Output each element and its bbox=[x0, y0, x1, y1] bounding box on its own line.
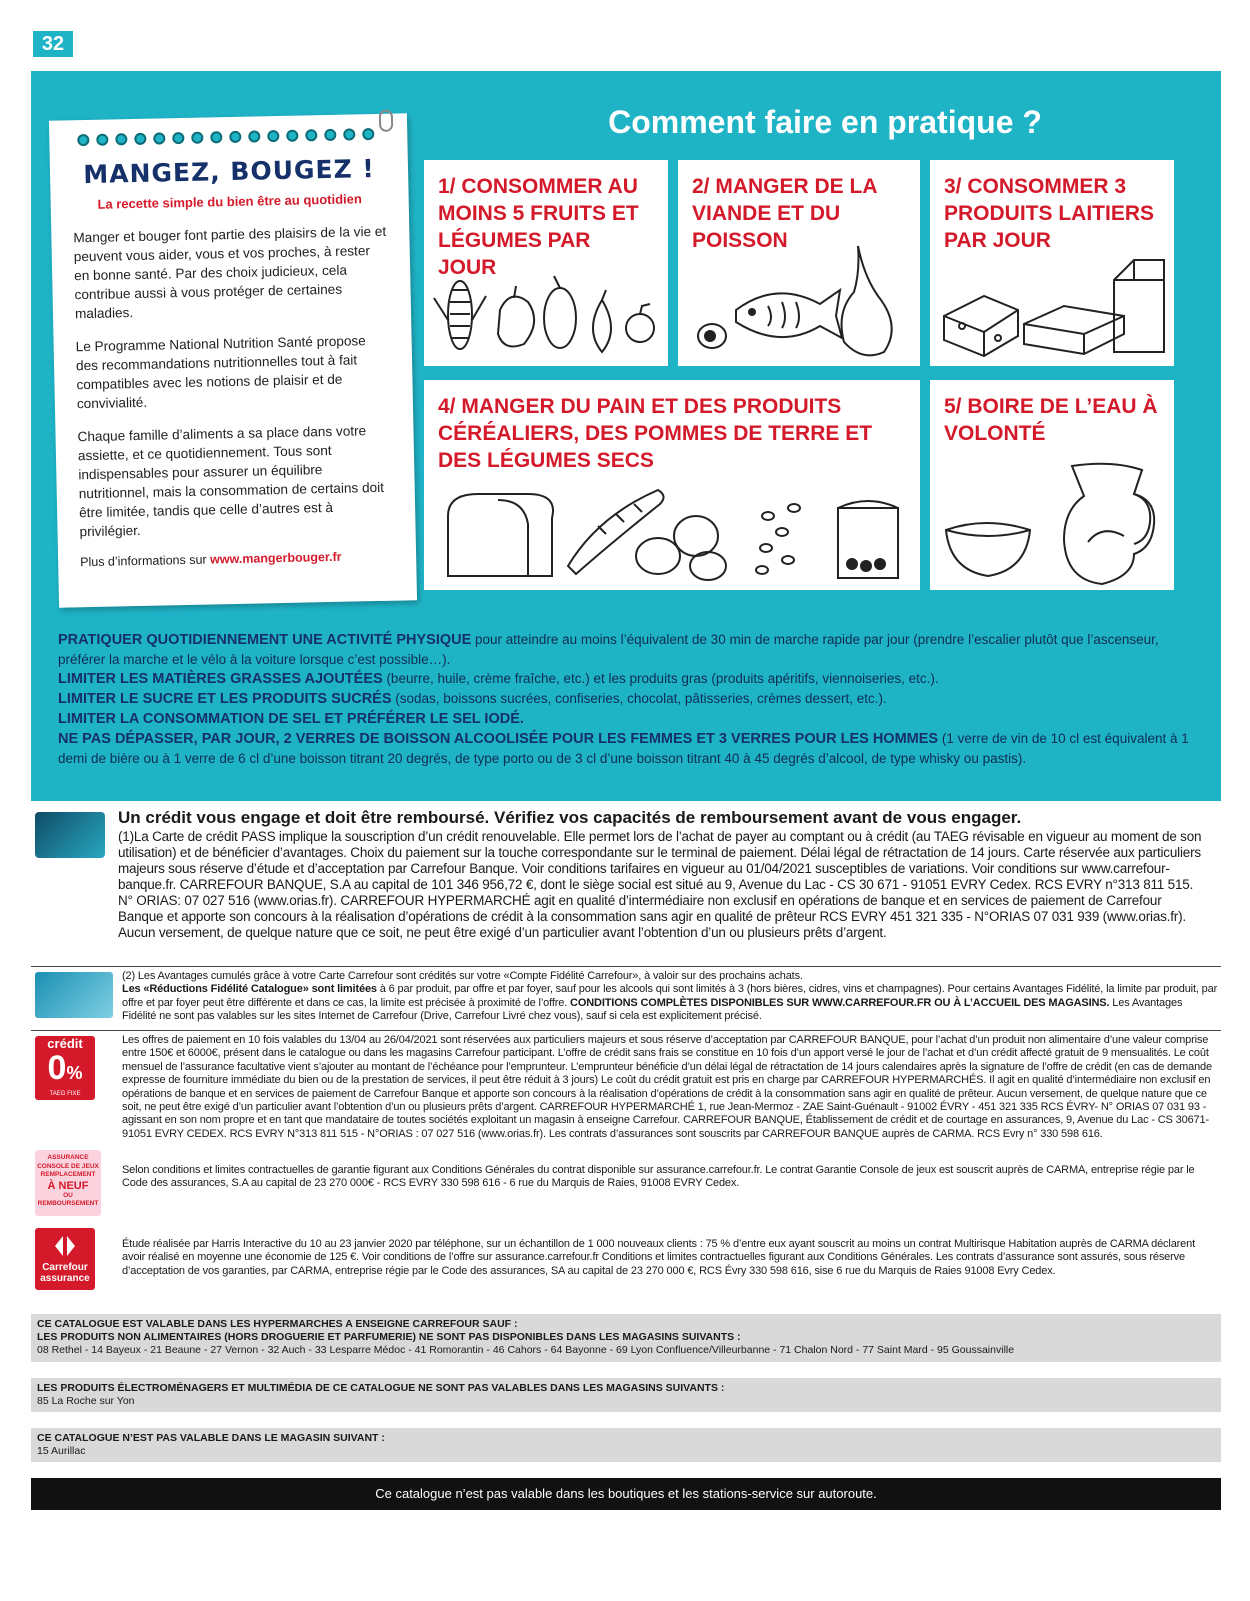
mangerbouger-link[interactable]: www.mangerbouger.fr bbox=[209, 549, 342, 567]
vegetables-icon bbox=[430, 270, 662, 360]
advice-line: LIMITER LA CONSOMMATION DE SEL ET PRÉFÉRER LE SEL IODÉ. bbox=[58, 711, 524, 727]
carrefour-assurance-text: Étude réalisée par Harris Interactive du 10 au 23 janvier 2020 par téléphone, sur un échantillon de 1 000 nouveaux clients : 75 % d’entre eux ayant souscrit au moins un contrat Multirisque Habitation auprès de CARMA déclarent avoir réalisé en moyenne une économie de 125 €. Voir conditions de l’offre sur assurance.carrefour.fr Conditions et limites contractuelles figurant aux Conditions Générales. Les contrats d’assurance sont assurés, sous réserve d’acceptation de vos garanties, par CARMA, entreprise régie par le Code des assurances, SA au capital de 23 270 000 €, RCS Évry 330 598 616, sise 6 rue du Marquis de Raies 91008 Evry Cedex. bbox=[122, 1238, 1196, 1277]
note-paragraph: Chaque famille d’aliments a sa place dans votre assiette, et ce quotidiennement. Tous sont indispensables pour assurer un équilibre nutritionnel, mais la consommation de certains doit être limitée, tandis que celle d’autres est à privilégier. bbox=[77, 423, 385, 540]
credit-zero-badge: crédit 0% TAEG FIXE bbox=[35, 1036, 95, 1100]
carrefour-assurance-logo: Carrefour assurance bbox=[35, 1228, 95, 1290]
footer-note: Ce catalogue n’est pas valable dans les boutiques et les stations-service sur autoroute. bbox=[31, 1478, 1221, 1510]
advice-list bbox=[58, 630, 1198, 768]
advice-line: LIMITER LE SUCRE ET LES PRODUITS SUCRÉS (sodas, boissons sucrées, confiseries, chocolat, pâtisseries, crèmes dessert, etc.). bbox=[58, 691, 887, 707]
card-bread-cereals bbox=[424, 380, 920, 590]
advice-line: PRATIQUER QUOTIDIENNEMENT UNE ACTIVITÉ PHYSIQUE pour atteindre au moins l’équivalent de 30 min de marche rapide par jour (prendre l’escalier plutôt que l’ascenseur, préférer la marche et le vélo à la voiture lorsque c’est possible…). bbox=[58, 632, 1159, 667]
console-insurance-badge: ASSURANCE CONSOLE DE JEUX REMPLACEMENT À NEUF OU REMBOURSEMENT bbox=[35, 1150, 101, 1216]
divider bbox=[31, 966, 1221, 967]
note-title: MANGEZ, BOUGEZ ! bbox=[83, 153, 376, 190]
validity-band: CE CATALOGUE EST VALABLE DANS LES HYPERMARCHES A ENSEIGNE CARREFOUR SAUF : LES PRODUITS NON ALIMENTAIRES (HORS DROGUERIE ET PARFUMERIE) NE SONT PAS DISPONIBLES DANS LES MAGASINS SUIVANTS : 08 Rethel - 14 Bayeux - 21 Beaune - 27 Vernon - 32 Auch - 33 Lesparre Médoc - 41 Romorantin - 46 Cahors - 64 Bayonne - 69 Lyon Confluence/Villeurbanne - 71 Chalon Nord - 77 Saint Mard - 95 Goussainville bbox=[31, 1314, 1221, 1362]
card-meat-fish bbox=[678, 160, 920, 366]
credit-body: (1)La Carte de crédit PASS implique la souscription d’un crédit renouvelable. Elle permet lors de l’achat de payer au comptant ou à crédit (au TAEG révisable en vigueur au moment de son utilisation) et de bénéficier d’avantages. Choix du paiement sur la touche correspondante sur le terminal de paiement. Délai légal de rétractation de 14 jours. Carte réservée aux particuliers majeurs sous réserve d’étude et d’acceptation par Carrefour Banque. Voir conditions tarifaires en vigueur au 01/04/2021 susceptibles de variations. Voir conditions sur www.carrefour-banque.fr. CARREFOUR BANQUE, S.A au capital de 101 346 956,72 €, dont le siège social est situé au 9, Avenue du Lac - CS 30 671 - 91051 EVRY Cedex. RCS EVRY n°313 811 515. N° ORIAS: 07 027 516 (www.orias.fr). CARREFOUR HYPERMARCHÉ agit en qualité d’intermédiaire non exclusif en opérations de banque et en services de paiement de Carrefour Banque et apporte son concours à la réalisation d’opérations de crédit à la consommation sans agir en qualité de prêteur RCS EVRY 451 321 335 - N°ORIAS 07 031 939 (www.orias.fr). Aucun versement, de quelque nature que ce soit, ne peut être exigé d’un particulier avant l’obtention d’un ou plusieurs prêts d’argent. bbox=[118, 829, 1202, 940]
paperclip-icon bbox=[379, 110, 393, 132]
card-title: 4/ MANGER DU PAIN ET DES PRODUITS CÉRÉALIERS, DES POMMES DE TERRE ET DES LÉGUMES SECS bbox=[438, 395, 873, 472]
card-dairy bbox=[930, 160, 1174, 366]
card-title: 1/ CONSOMMER AU MOINS 5 FRUITS ET LÉGUMES PAR JOUR bbox=[438, 175, 639, 279]
validity-band: CE CATALOGUE N’EST PAS VALABLE DANS LE MAGASIN SUIVANT : 15 Aurillac bbox=[31, 1428, 1221, 1462]
console-insurance-text: Selon conditions et limites contractuelles de garantie figurant aux Conditions Générales du contrat disponible sur assurance.carrefour.fr. Le contrat Garantie Console de jeux est souscrit auprès de CARMA, entreprise régie par le Code des assurances, S.A au capital de 23 270 000€ - RCS EVRY 330 598 616 - 6 rue du Marquis de Raies, 91008 EVRY Cedex. bbox=[122, 1164, 1195, 1190]
card-water bbox=[930, 380, 1174, 590]
page-number: 32 bbox=[33, 31, 73, 57]
advice-line: LIMITER LES MATIÈRES GRASSES AJOUTÉES (beurre, huile, crème fraîche, etc.) et les produits gras (produits apéritifs, viennoiseries, etc.). bbox=[58, 671, 939, 687]
card-fruits-vegetables bbox=[424, 160, 668, 366]
credit-zero-text: Les offres de paiement en 10 fois valables du 13/04 au 26/04/2021 sont réservées aux particuliers majeurs et sous réserve d’acceptation par CARREFOUR BANQUE, pour l’achat d’un produit non alimentaire d’une valeur comprise entre 150€ et 6000€, présent dans le catalogue ou dans les magasins Carrefour participant. L’offre de crédit sans frais se constitue en 10 fois d’un apport versé le jour de l’achat et d’un crédit affecté gratuit de 9 mensualités. Le coût mensuel de l’assurance facultative vient s’ajouter au montant de l’échéance pour l’emprunteur. L’emprunteur bénéficie d’un délai légal de rétractation de 14 jours calendaires après la signature de l’offre de crédit (en cas de demande expresse de fourniture immédiate du bien ou de la prestation de services, il peut être réduit à 3 jours) Le coût du crédit gratuit est pris en charge par CARREFOUR HYPERMARCHÉS. Il agit en qualité d’intermédiaire non exclusif en opérations de banque et en services de paiement de Carrefour Banque et apporte son concours à la réalisation d’opérations de crédit à la consommation sans agir en qualité de prêteur. Aucun versement, de quelque nature que ce soit, ne peut être exigé d’un particulier avant l’obtention d’un ou plusieurs prêts d’argent. CARREFOUR HYPERMARCHÉ 1, rue Jean-Mermoz - ZAE Saint-Guénault - 91002 ÉVRY - 451 321 335 RCS ÉVRY- N° ORIAS 07 031 93 - agissant en son nom propre et en tant que mandataire de toutes sociétés exploitant un magasin à enseigne Carrefour. CARREFOUR BANQUE, Établissement de crédit et de courtage en assurances, 9, Avenue du Lac - CS 30671- 91051 EVRY CEDEX. RCS EVRY N°313 811 515 - N°ORIAS : 07 027 516 (www.orias.fr). Les contrats d’assurances sont souscrits par CARREFOUR BANQUE auprès de CARMA. RCS Evry n° 330 598 616. bbox=[122, 1034, 1212, 1140]
credit-heading: Un crédit vous engage et doit être remboursé. Vérifiez vos capacités de remboursement avant de vous engager. bbox=[118, 808, 1022, 827]
divider bbox=[31, 1030, 1221, 1031]
card-title: 3/ CONSOMMER 3 PRODUITS LAITIERS PAR JOUR bbox=[944, 175, 1155, 252]
how-title: Comment faire en pratique ? bbox=[608, 104, 1042, 140]
water-jug-icon bbox=[938, 452, 1168, 586]
fidelite-text: (2) Les Avantages cumulés grâce à votre Carte Carrefour sont crédités sur votre «Compte Fidélité Carrefour», à valoir sur des prochains achats. Les «Réductions Fidélité Catalogue» sont limitées à 6 par produit, par offre et par foyer, sauf pour les alcools qui sont limités à 3 (hors bières, cidres, vins et champagnes). Pour certains Avantages Fidélité, la limite par produit, par offre et par foyer peut être différente et dans ce cas, la limite est précisée à proximité de l’offre. CONDITIONS COMPLÈTES DISPONIBLES SUR WWW.CARREFOUR.FR OU À L’ACCUEIL DES MAGASINS. Les Avantages Fidélité ne sont pas valables sur les sites Internet de Carrefour (Drive, Carrefour Livré chez vous), sauf si cela est explicitement précisé. bbox=[122, 970, 1218, 1023]
carrefour-logo-icon bbox=[53, 1234, 77, 1258]
carrefour-card-icon bbox=[35, 972, 113, 1018]
note-subtitle: La recette simple du bien être au quotidien bbox=[97, 191, 362, 212]
dairy-icon bbox=[938, 252, 1168, 362]
note-paragraph: Manger et bouger font partie des plaisirs de la vie et peuvent vous aider, vous et vos proches, à rester en bonne santé. Par des choix judicieux, cela contribue aussi à vous protéger de certaines maladies. bbox=[73, 223, 387, 322]
card-title: 2/ MANGER DE LA VIANDE ET DU POISSON bbox=[692, 175, 877, 252]
note-more-info: Plus d’informations sur www.mangerbouger.fr bbox=[80, 549, 342, 570]
spiral-holes bbox=[77, 128, 389, 147]
nutrition-note-card bbox=[49, 113, 417, 607]
fish-meat-icon bbox=[688, 240, 914, 360]
advice-line: NE PAS DÉPASSER, PAR JOUR, 2 VERRES DE BOISSON ALCOOLISÉE POUR LES FEMMES ET 3 VERRES POUR LES HOMMES (1 verre de vin de 10 cl est équivalent à 1 demi de bière ou à 1 verre de 6 cl d’une boisson titrant 20 degrés, de type porto ou de 3 cl d’une boisson titrant 40 à 45 degrés d’alcool, de type whisky ou pastis). bbox=[58, 731, 1189, 766]
validity-band: LES PRODUITS ÉLECTROMÉNAGERS ET MULTIMÉDIA DE CE CATALOGUE NE SONT PAS VALABLES DANS LES MAGASINS SUIVANTS : 85 La Roche sur Yon bbox=[31, 1378, 1221, 1412]
bread-icon bbox=[438, 486, 908, 586]
card-title: 5/ BOIRE DE L’EAU À VOLONTÉ bbox=[944, 395, 1158, 445]
pass-card-icon bbox=[35, 812, 105, 858]
note-paragraph: Le Programme National Nutrition Santé propose des recommandations nutritionnelles tout à fait compatibles avec les notions de plaisir et de convivialité. bbox=[75, 333, 366, 412]
